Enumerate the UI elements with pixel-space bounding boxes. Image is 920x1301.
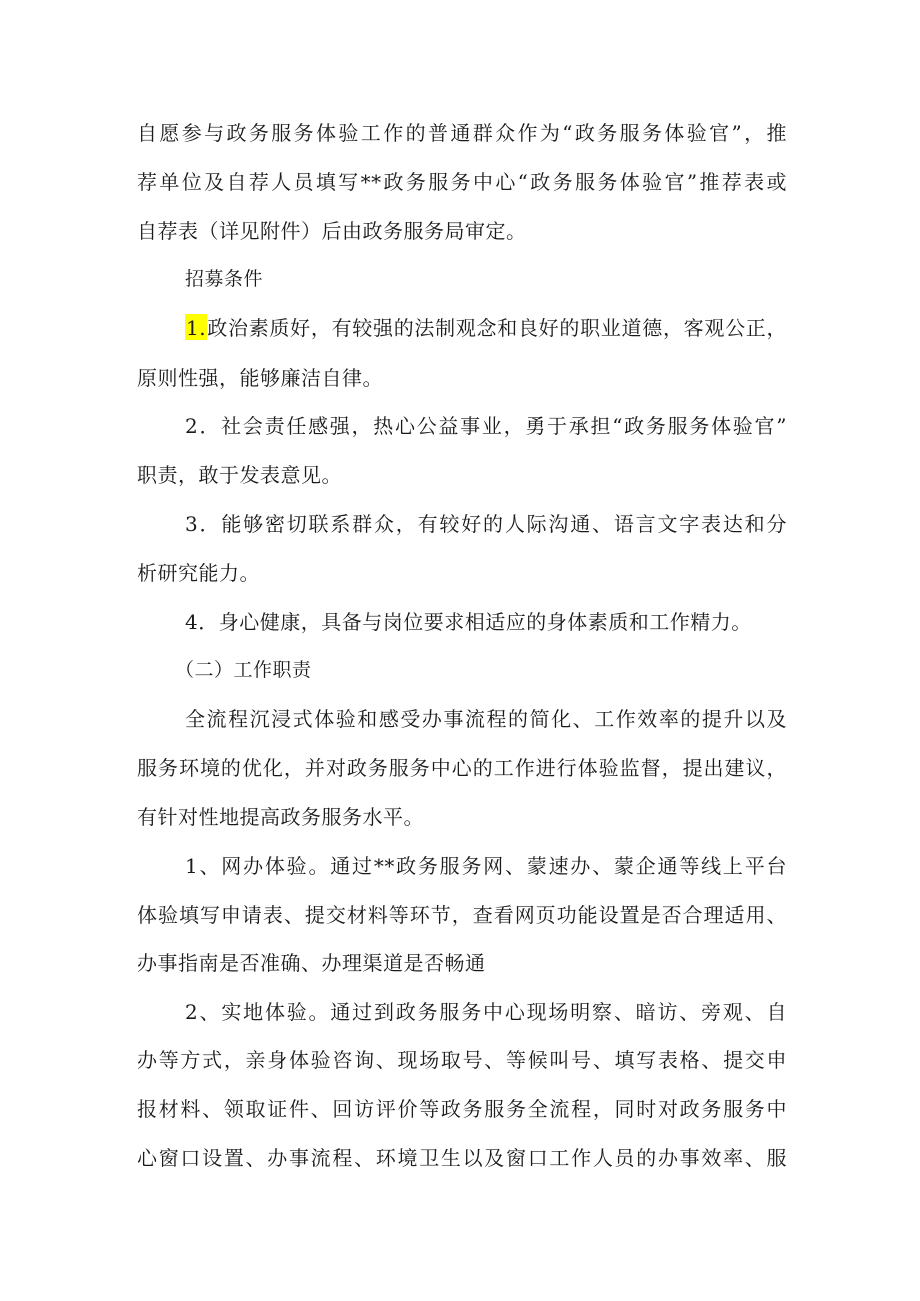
paragraph-line: 自愿参与政务服务体验工作的普通群众作为“政务服务体验官”，推 <box>137 121 787 145</box>
list-item-first-line <box>185 314 787 342</box>
list-item: 3．能够密切联系群众，有较好的人际沟通、语言文字表达和分 <box>185 512 787 536</box>
paragraph-line: 有针对性地提高政务服务水平。 <box>137 805 424 829</box>
paragraph-line: 原则性强，能够廉洁自律。 <box>137 366 383 390</box>
paragraph-line: 析研究能力。 <box>137 561 260 585</box>
paragraph-line: 职责，敢于发表意见。 <box>137 463 342 487</box>
paragraph-line: 报材料、领取证件、回访评价等政务服务全流程，同时对政务服务中 <box>137 1097 787 1121</box>
list-item: 2．社会责任感强，热心公益事业，勇于承担“政务服务体验官” <box>185 414 787 438</box>
list-item: 4．身心健康，具备与岗位要求相适应的身体素质和工作精力。 <box>185 610 752 634</box>
highlighted-list-marker: 1. <box>185 314 207 340</box>
paragraph-line: 1、网办体验。通过**政务服务网、蒙速办、蒙企通等线上平台 <box>185 854 787 878</box>
paragraph-line: 自荐表（详见附件）后由政务服务局审定。 <box>137 219 527 243</box>
section-heading: 招募条件 <box>185 268 264 290</box>
paragraph-line: 全流程沉浸式体验和感受办事流程的简化、工作效率的提升以及 <box>185 707 787 731</box>
list-item-text: 政治素质好，有较强的法制观念和良好的职业道德，客观公正， <box>207 316 787 340</box>
paragraph-line: 服务环境的优化，并对政务服务中心的工作进行体验监督，提出建议， <box>137 756 787 780</box>
paragraph-line: 心窗口设置、办事流程、环境卫生以及窗口工作人员的办事效率、服 <box>137 1146 787 1170</box>
paragraph-line: 办事指南是否准确、办理渠道是否畅通 <box>137 951 486 975</box>
paragraph-line: 2、实地体验。通过到政务服务中心现场明察、暗访、旁观、自 <box>185 1000 787 1024</box>
paragraph-line: 体验填写申请表、提交材料等环节，查看网页功能设置是否合理适用、 <box>137 903 787 927</box>
paragraph-line: 荐单位及自荐人员填写**政务服务中心“政务服务体验官”推荐表或 <box>137 170 787 194</box>
section-heading: （二）工作职责 <box>175 659 312 681</box>
paragraph-line: 办等方式，亲身体验咨询、现场取号、等候叫号、填写表格、提交申 <box>137 1048 787 1072</box>
